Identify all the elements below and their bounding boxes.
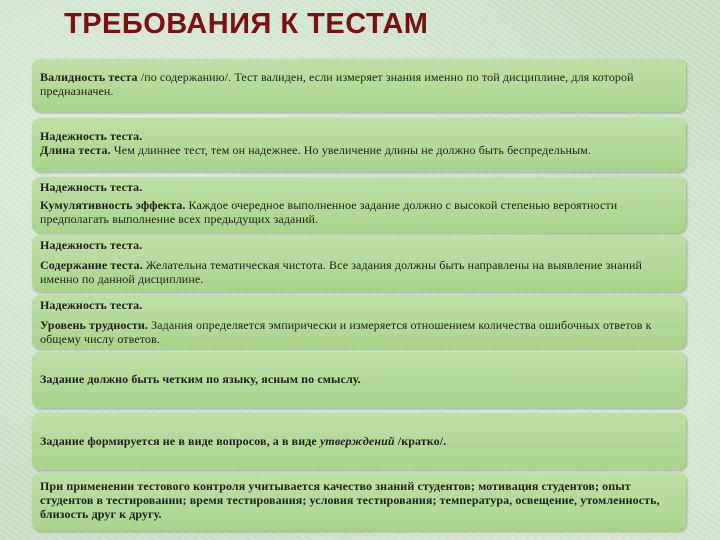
requirement-heading: Надежность теста. xyxy=(40,129,143,143)
requirement-cumulative-effect xyxy=(32,177,686,233)
requirement-test-content xyxy=(32,235,686,292)
requirement-text: Задание формируется не в виде вопросов, а в виде xyxy=(40,434,320,448)
requirement-subheading: Длина теста. xyxy=(40,143,111,157)
requirement-validity xyxy=(32,59,686,112)
requirement-text-end: /кратко/. xyxy=(394,434,447,448)
requirement-heading: Надежность теста. xyxy=(40,238,143,252)
requirement-heading: Надежность теста. xyxy=(40,298,143,312)
requirement-text: Задания определяется эмпирически и измеряется отношением количества ошибочных ответов к общему числу ответов. xyxy=(40,318,652,346)
requirement-heading: Надежность теста. xyxy=(40,180,143,194)
requirement-statement-form xyxy=(32,413,686,470)
requirement-difficulty-level xyxy=(32,295,686,349)
requirement-test-conditions xyxy=(32,473,686,531)
requirement-clarity xyxy=(32,352,686,408)
slide-title: ТРЕБОВАНИЯ К ТЕСТАМ xyxy=(64,8,429,40)
requirement-test-length xyxy=(32,118,686,172)
requirement-emphasis: утверждений xyxy=(319,434,395,448)
requirement-text: Задание должно быть четким по языку, ясным по смыслу. xyxy=(40,372,361,386)
requirement-text: При применении тестового контроля учитывается качество знаний студентов; мотивация студентов; опыт студентов в тестировании; время тестирования; условия тестирования; температура, освещение, утомленность, близость друг к другу. xyxy=(40,479,660,521)
requirement-subheading: Уровень трудности. xyxy=(40,318,148,332)
requirement-subheading: Содержание теста. xyxy=(40,258,143,272)
requirement-text: Желательна тематическая чистота. Все задания должны быть направлены на выявление знаний именно по данной дисциплине. xyxy=(40,258,643,286)
requirement-subheading: Кумулятивность эффекта. xyxy=(40,198,186,212)
requirement-text: /по содержанию/. Тест валиден, если измеряет знания именно по той дисциплине, для которой предназначен. xyxy=(40,70,634,98)
requirement-text: Каждое очередное выполненное задание должно с высокой степенью вероятности предполагать выполнение всех предыдущих заданий. xyxy=(40,198,618,226)
requirement-heading: Валидность теста xyxy=(40,70,138,84)
requirement-text: Чем длиннее тест, тем он надежнее. Но увеличение длины не должно быть беспредельным. xyxy=(110,143,591,157)
